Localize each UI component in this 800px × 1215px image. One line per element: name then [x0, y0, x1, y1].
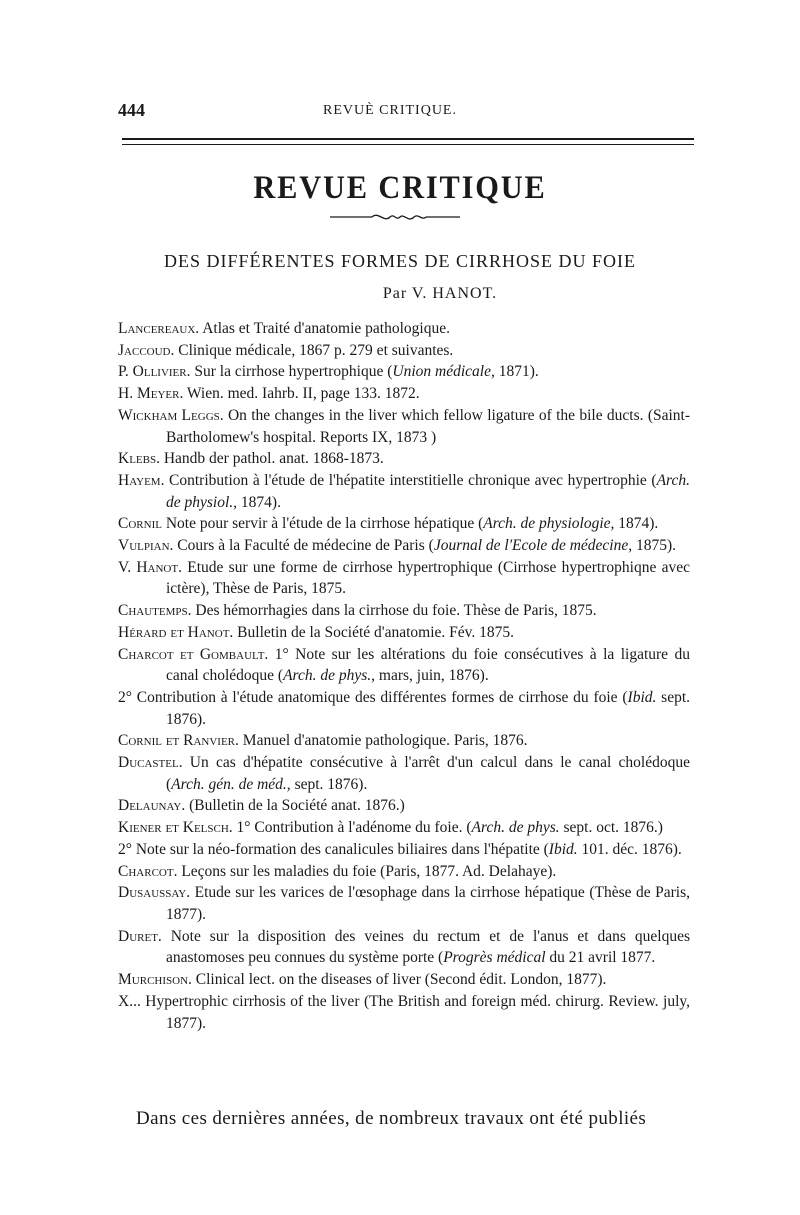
header-rule-thick [122, 138, 694, 140]
bibliography-entry [118, 926, 690, 969]
entry-text: du 21 avril 1877. [545, 949, 656, 967]
entry-author: Cornil et Ranvier. [118, 732, 239, 750]
entry-author: Hérard et Hanot. [118, 623, 234, 641]
entry-text: Handb der pathol. anat. 1868-1873. [159, 450, 384, 468]
bibliography-entry [118, 969, 690, 991]
entry-source-italic: Progrès médical [443, 949, 546, 967]
bibliography-entry [118, 600, 690, 622]
entry-source-italic: Arch. gén. de méd., [171, 775, 291, 793]
entry-text: Clinique médicale, 1867 p. 279 et suivantes. [174, 341, 454, 359]
bibliography-entry [118, 622, 690, 644]
entry-text: Atlas et Traité d'anatomie pathologique. [199, 320, 450, 337]
entry-text: Clinical lect. on the diseases of liver (Second édit. London, 1877). [191, 971, 607, 989]
bibliography-entry [118, 991, 690, 1034]
entry-author: Dusaussay. [118, 884, 191, 902]
entry-source-italic: Arch. de phys., [283, 667, 376, 685]
entry-text: Etude sur une forme de cirrhose hypertrophique (Cirrhose hypertrophiqne avec ictère), Thèse de Paris, 1875. [166, 558, 690, 598]
entry-author: V. Hanot. [118, 558, 182, 576]
entry-text: (Bulletin de la Société anat. 1876.) [185, 797, 405, 815]
entry-author: Charcot. [118, 862, 178, 880]
entry-text: sept. 1876). [290, 775, 368, 793]
bibliography-entry [118, 817, 690, 839]
article-subtitle: DES DIFFÉRENTES FORMES DE CIRRHOSE DU FOIE [163, 251, 637, 271]
bibliography-entry [118, 687, 690, 730]
entry-author: Kiener et Kelsch. [118, 819, 233, 837]
entry-author: Delaunay. [118, 797, 186, 815]
entry-text: Cours à la Faculté de médecine de Paris ( [173, 537, 434, 555]
entry-text: Manuel d'anatomie pathologique. Paris, 1876. [238, 732, 528, 750]
body-text-first-line: Dans ces dernières années, de nombreux travaux ont été publiés [136, 1108, 647, 1129]
bibliography-entry [118, 557, 690, 600]
entry-author: Chautemps. [118, 602, 192, 620]
entry-text: Contribution à l'étude de l'hépatite interstitielle chronique avec hypertrophie ( [164, 471, 657, 489]
entry-text: sept. oct. 1876.) [559, 819, 663, 837]
bibliography-entry [118, 752, 690, 795]
entry-author: Klebs. [118, 450, 160, 468]
entry-text: On the changes in the liver which fellow ligature of the bile ducts. (Saint-Bartholomew's hospital. Reports IX, 1873 ) [166, 406, 691, 446]
entry-source-italic: Union médicale, [392, 363, 495, 381]
entry-text: Sur la cirrhose hypertrophique ( [190, 363, 393, 381]
running-title: REVUÈ CRITIQUE. [323, 103, 457, 118]
article-author: Par V. HANOT. [382, 285, 498, 302]
entry-text: Note pour servir à l'étude de la cirrhose hépatique ( [161, 515, 484, 533]
entry-author: Charcot et Gombault. [118, 645, 269, 663]
header-rule-thin [122, 144, 694, 145]
entry-source-italic: Arch. de phys. [471, 819, 560, 837]
entry-source-italic: Ibid. [627, 688, 657, 706]
bibliography-entry [118, 383, 690, 405]
entry-text: 1871). [494, 363, 539, 381]
bibliography-entry [118, 448, 690, 470]
bibliography-entry [118, 405, 690, 448]
entry-text: 1875). [632, 537, 677, 555]
entry-text: 2° Note sur la néo-formation des canalicules biliaires dans l'hépatite ( [118, 840, 549, 858]
entry-text: 1° Note sur les altérations du foie consécutives à la ligature du canal cholédoque ( [166, 645, 690, 685]
entry-author: Wickham Leggs. [118, 406, 224, 424]
bibliography-entry [118, 839, 690, 861]
bibliography-entry [118, 882, 690, 925]
entry-source-italic: Ibid. [548, 840, 578, 858]
entry-author: Lancereaux. [118, 320, 200, 337]
bibliography-entry [118, 644, 690, 687]
entry-author: H. Meyer. [118, 385, 184, 403]
entry-text: 101. déc. 1876). [577, 840, 682, 858]
bibliography-entry [118, 861, 690, 883]
entry-text: 1874). [614, 515, 659, 533]
running-head [118, 100, 690, 124]
entry-author: Hayem. [118, 471, 165, 489]
entry-text: Bulletin de la Société d'anatomie. Fév. 1875. [233, 623, 515, 641]
ornament-flourish-icon [330, 210, 460, 224]
entry-text: Etude sur les varices de l'œsophage dans la cirrhose hépatique (Thèse de Paris, 1877). [166, 884, 690, 923]
article-title: REVUE CRITIQUE [253, 170, 547, 206]
bibliography-entry [118, 340, 690, 362]
entry-author: P. Ollivier. [118, 363, 191, 381]
bibliography-list [118, 318, 690, 1034]
entry-author: Vulpian. [118, 537, 174, 555]
entry-text: Leçons sur les maladies du foie (Paris, 1877. Ad. Delahaye). [177, 862, 557, 880]
entry-text: 1874). [237, 493, 281, 511]
entry-source-italic: Arch. de physiologie, [483, 515, 615, 533]
bibliography-entry [118, 535, 690, 557]
entry-text: Note sur la disposition des veines du rectum et de l'anus et dans quelques anastomoses peu connues du système porte ( [161, 927, 690, 967]
entry-text: Des hémorrhagies dans la cirrhose du foie. Thèse de Paris, 1875. [191, 602, 597, 620]
bibliography-entry [118, 513, 690, 535]
entry-text: mars, juin, 1876). [375, 667, 489, 685]
entry-author: Cornil [118, 515, 162, 533]
entry-source-italic: Arch. de physiol., [166, 471, 690, 511]
entry-text: Hypertrophic cirrhosis of the liver (The British and foreign méd. chirurg. Review. july, 1877). [140, 992, 690, 1032]
entry-text: sept. 1876). [166, 688, 691, 728]
entry-author: Ducastel. [118, 754, 183, 772]
bibliography-entry [118, 470, 690, 513]
entry-author: Jaccoud. [118, 341, 175, 359]
bibliography-entry [118, 795, 690, 817]
entry-author: Duret. [118, 927, 162, 945]
entry-author: X... [118, 992, 141, 1010]
bibliography-entry [118, 730, 690, 752]
entry-text: Un cas d'hépatite consécutive à l'arrêt d'un calcul dans le canal cholédoque ( [166, 754, 690, 793]
entry-text: Wien. med. Iahrb. II, page 133. 1872. [183, 385, 420, 403]
page-number: 444 [118, 100, 145, 120]
entry-text: 2° Contribution à l'étude anatomique des différentes formes de cirrhose du foie ( [118, 688, 628, 706]
entry-source-italic: Journal de l'Ecole de médecine, [433, 537, 633, 555]
bibliography-entry [118, 361, 690, 383]
bibliography-entry [118, 318, 690, 340]
entry-author: Murchison. [118, 971, 192, 989]
entry-text: 1° Contribution à l'adénome du foie. ( [232, 819, 472, 837]
